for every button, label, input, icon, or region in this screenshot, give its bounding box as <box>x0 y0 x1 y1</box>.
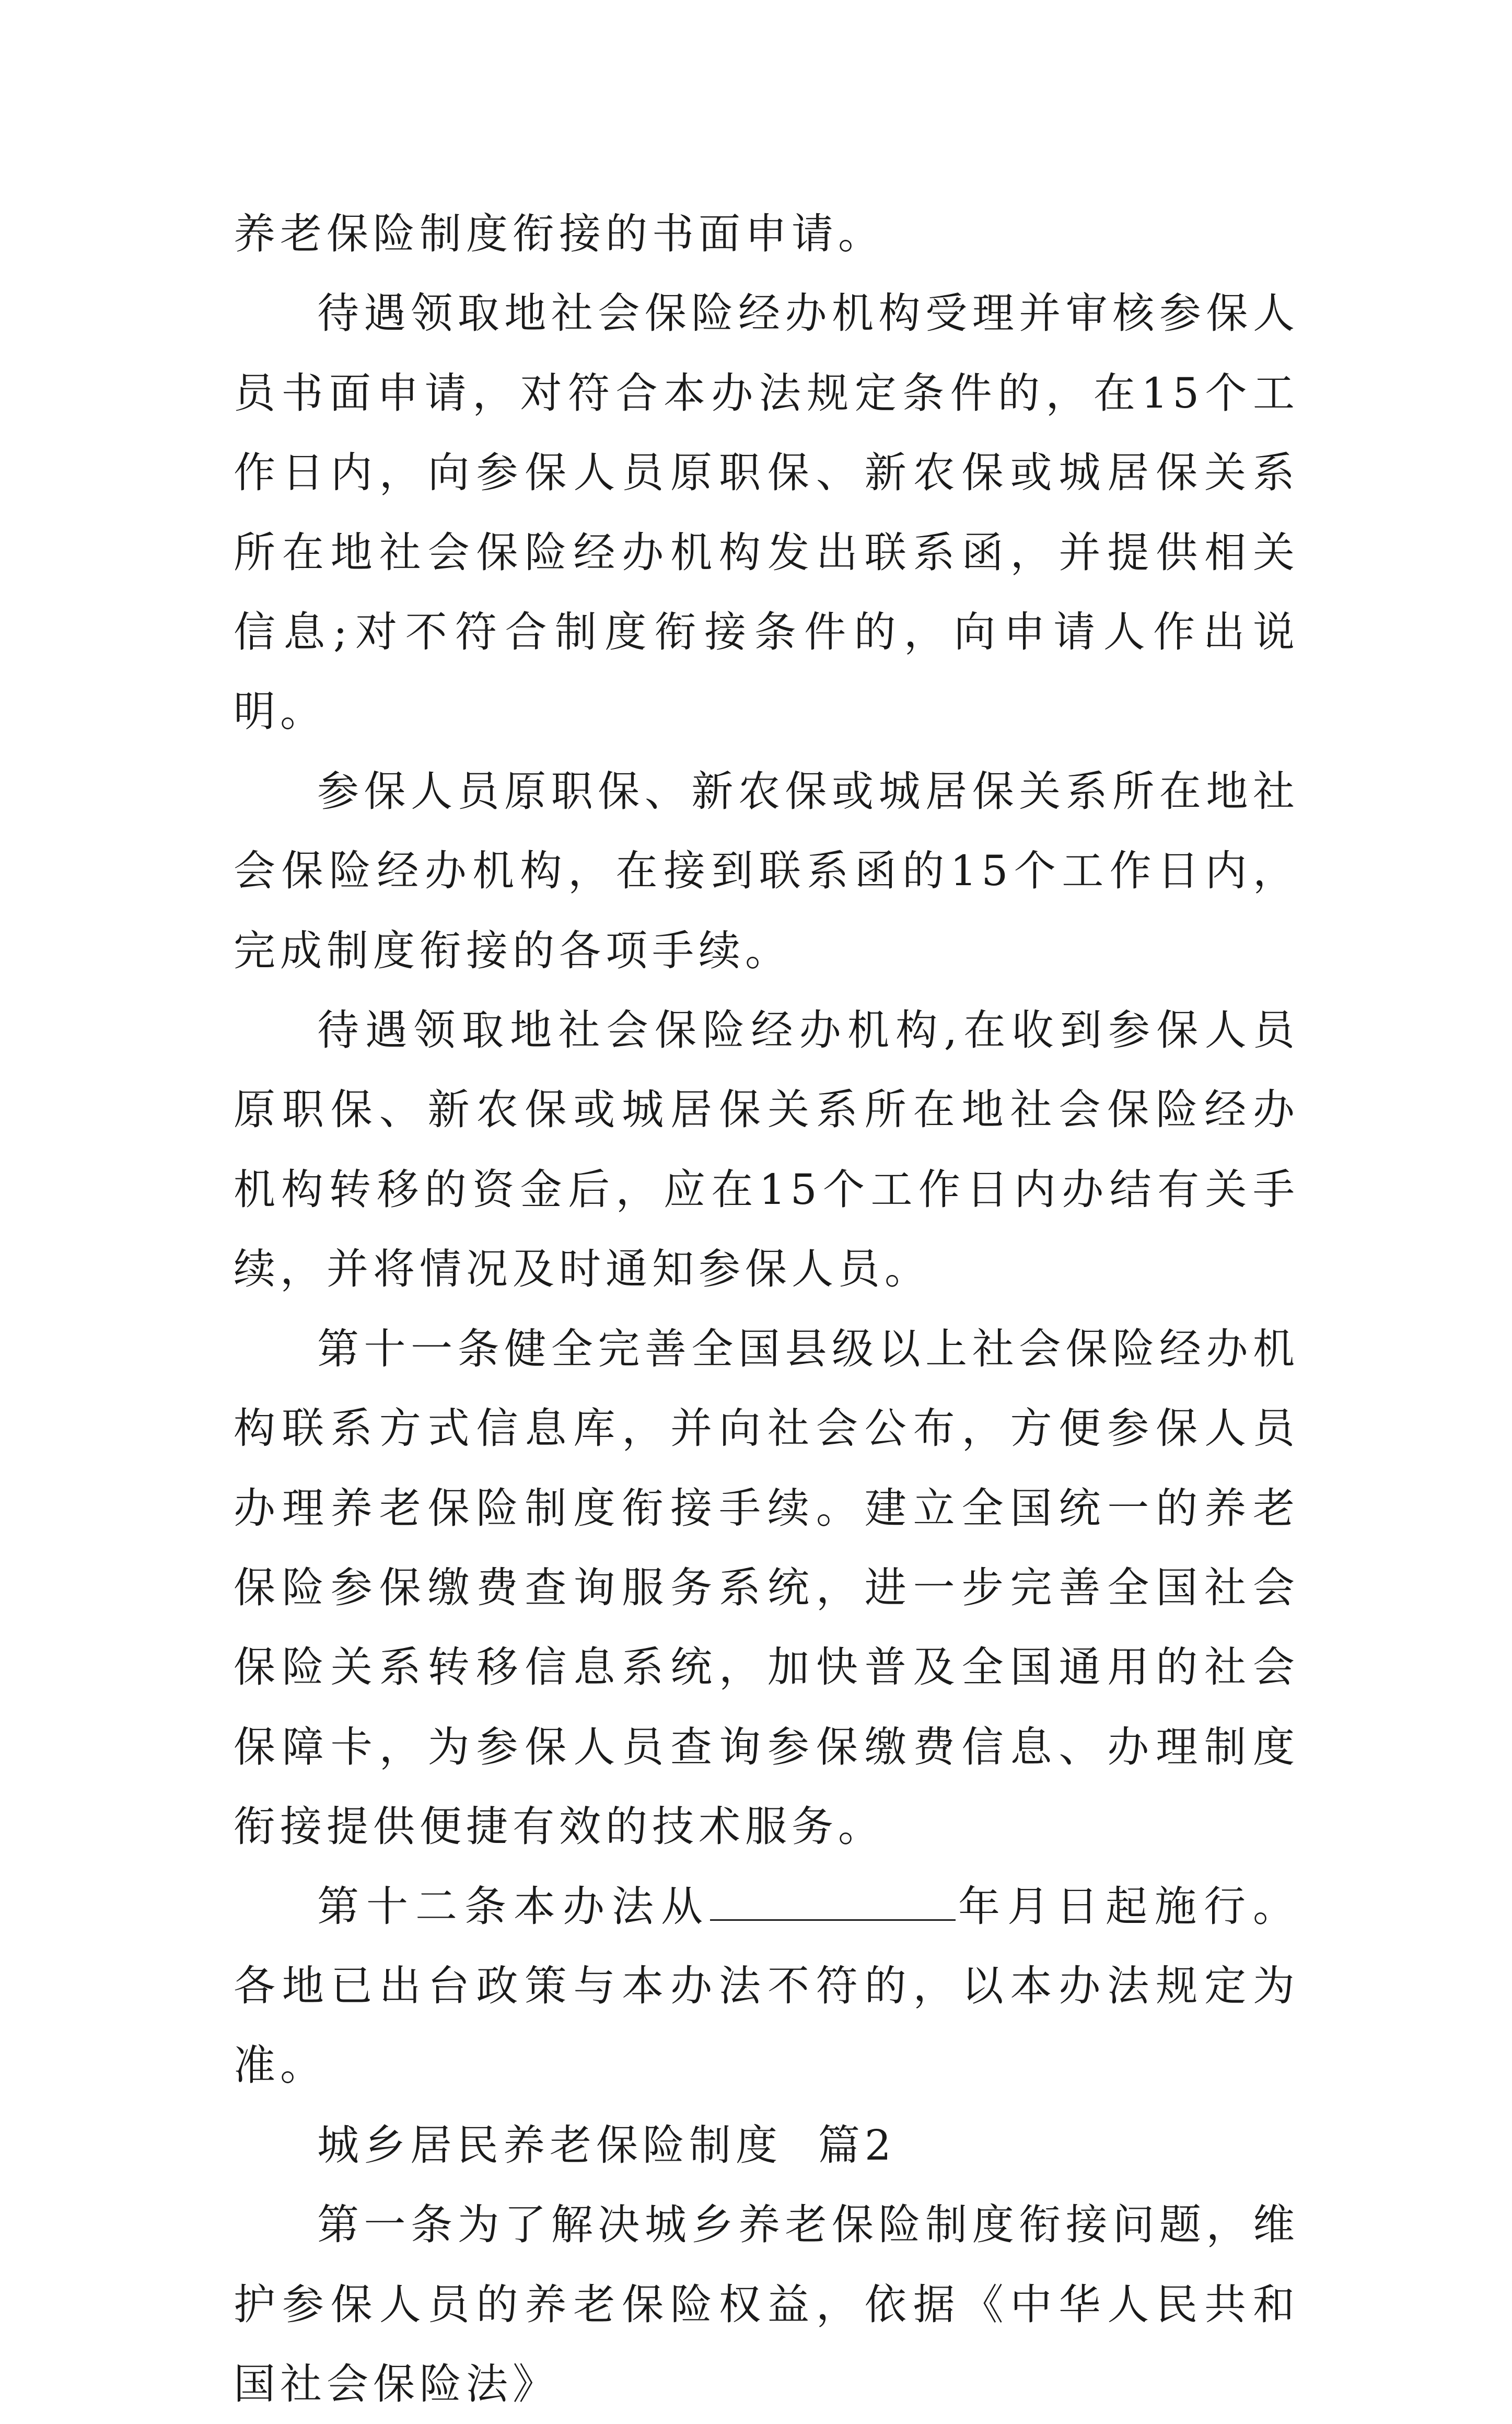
paragraph: 参保人员原职保、新农保或城居保关系所在地社会保险经办机构，在接到联系函的15个工作日内，完成制度衔接的各项手续。 <box>234 767 1299 975</box>
paragraph-text-after-blank: 年月日起施行。各地已出台政策与本办法不符的，以本办法规定为准。 <box>234 1882 1299 2090</box>
paragraph: 待遇领取地社会保险经办机构受理并审核参保人员书面申请，对符合本办法规定条件的，在15个工作日内，向参保人员原职保、新农保或城居保关系所在地社会保险经办机构发出联系函，并提供相关信息;对不符合制度衔接条件的，向申请人作出说明。 <box>234 289 1299 736</box>
paragraph-text-before-blank: 第十二条本办法从 <box>317 1882 710 1931</box>
paragraph: 养老保险制度衔接的书面申请。 <box>234 210 885 258</box>
paragraph: 第十一条健全完善全国县级以上社会保险经办机构联系方式信息库，并向社会公布，方便参保人员办理养老保险制度衔接手续。建立全国统一的养老保险参保缴费查询服务系统，进一步完善全国社会保险关系转移信息系统，加快普及全国通用的社会保障卡，为参保人员查询参保缴费信息、办理制度衔接提供便捷有效的技术服务。 <box>234 1324 1299 1851</box>
paragraph: 第一条为了解决城乡养老保险制度衔接问题，维护参保人员的养老保险权益，依据《中华人民共和国社会保险法》 <box>234 2200 1299 2408</box>
date-blank-underline <box>710 1883 956 1921</box>
section-heading: 城乡居民养老保险制度 篇2 <box>317 2120 896 2170</box>
document-body <box>234 194 1299 2424</box>
paragraph: 待遇领取地社会保险经办机构,在收到参保人员原职保、新农保或城居保关系所在地社会保险经办机构转移的资金后，应在15个工作日内办结有关手续，并将情况及时通知参保人员。 <box>234 1006 1299 1294</box>
paragraph <box>234 1867 1299 2106</box>
